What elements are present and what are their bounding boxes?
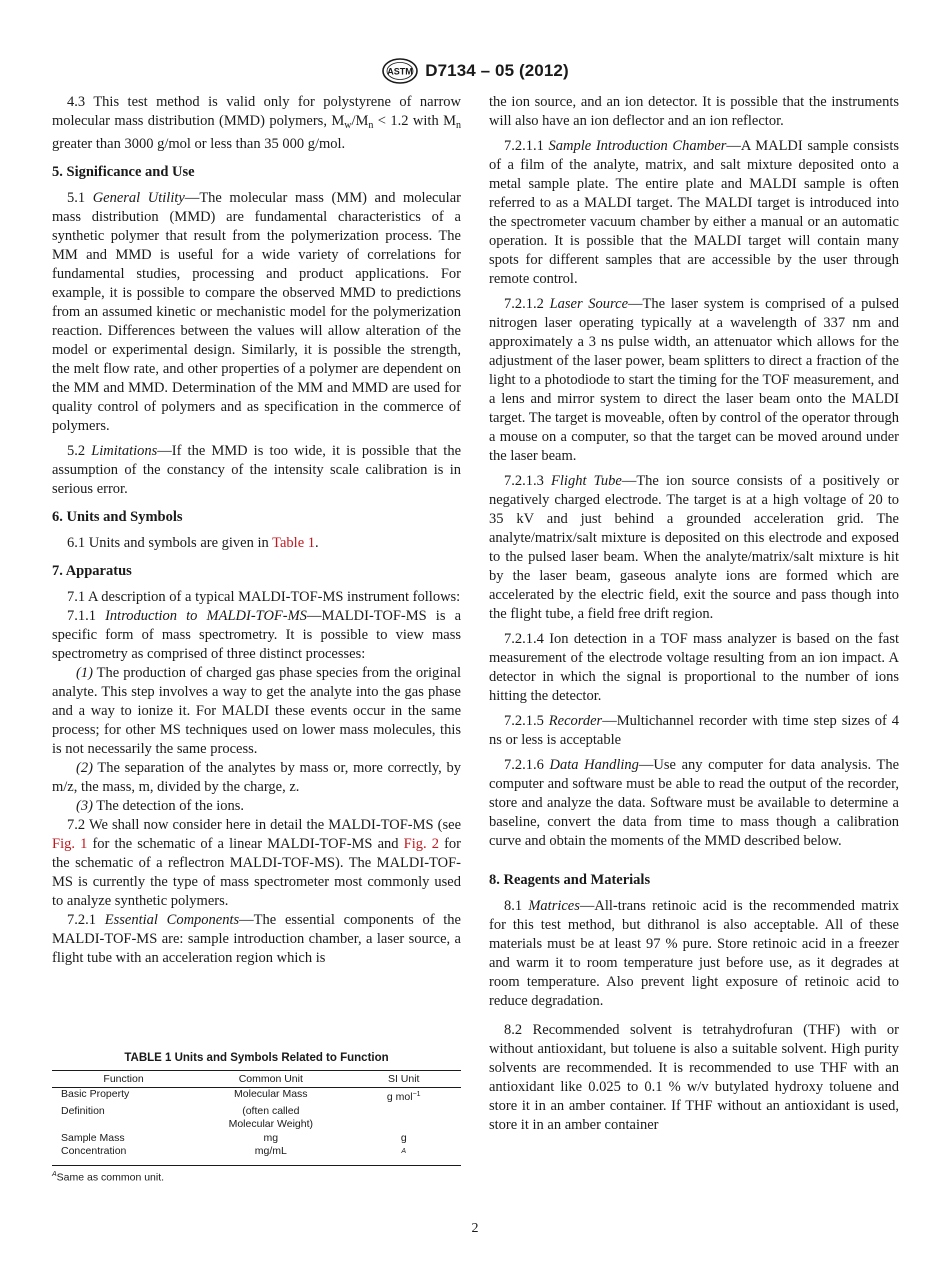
document-id: D7134 – 05 (2012) bbox=[425, 61, 569, 80]
table-cell: Sample Mass bbox=[61, 1131, 125, 1144]
table-1-link[interactable]: Table 1 bbox=[272, 535, 316, 551]
paragraph-8-1: 8.1 Matrices—All-trans retinoic acid is the recommended matrix for this test method, but dithranol is also acceptable. All of these materials must be at least 97 % pure. Store retinoic acid in a freezer and warm it to room temperature just before use, as it degrades at room temperature. Also prevent light exposure of retinoic acid to reduce degradation. bbox=[489, 898, 900, 1009]
list-item-1: (1) The production of charged gas phase species from the original analyte. This step involves a way to get the analyte into the gas phase and a way to ionize it. For MALDI these events occur in the same process; for other MS techniques used on lower mass molecules, this is not necessarily the same process. bbox=[52, 665, 461, 757]
paragraph-7-2-1-2: 7.2.1.2 Laser Source—The laser system is comprised of a pulsed nitrogen laser operating typically at a wavelength of 337 nm and approximately a 3 ns pulse width, an attenuator which allows for the adjustment of the laser power, beam splitters to direct a fraction of the light to a photodiode to start the timing for the TOF measurement, and a lens and mirror system to direct the laser beam onto the MALDI target. The target is moveable, often by control of the operator through a mouse on a computer, so that the target can be moved around under the laser beam. bbox=[489, 296, 900, 464]
paragraph-7-1-1: 7.1.1 Introduction to MALDI-TOF-MS—MALDI-TOF-MS is a specific form of mass spectrometry. It is possible to view mass spectrometry as comprised of three distinct processes: bbox=[52, 608, 461, 662]
table-header-cell: Function bbox=[52, 1071, 195, 1088]
table-row bbox=[52, 1105, 461, 1119]
table-row bbox=[52, 1132, 461, 1146]
table-title: TABLE 1 Units and Symbols Related to Function bbox=[124, 1052, 389, 1064]
table-cell: Basic Property bbox=[61, 1088, 130, 1100]
table-cell: Molecular Mass bbox=[234, 1088, 308, 1100]
fig-2-link[interactable]: Fig. 2 bbox=[403, 836, 439, 852]
paragraph-7-2-1-6: 7.2.1.6 Data Handling—Use any computer for data analysis. The computer and software must be able to read the output of the recorder, store and analyze the data. Software must be available to determine a baseline, convert the data from time to mass though a calibration curve and obtain the moments of the MMD described below. bbox=[489, 757, 900, 849]
section-8-heading: 8. Reagents and Materials bbox=[489, 872, 651, 888]
paragraph-4-3: 4.3 This test method is valid only for polystyrene of narrow molecular mass distribution (MMD) polymers, $M_w/M_n < 1.2$ with $M_n$ greater than 3000 g/mol or less than 35 000 g/mol. bbox=[52, 94, 461, 152]
paragraph-6-1: 6.1 Units and symbols are given in Table 1. bbox=[67, 535, 319, 551]
section-5-heading: 5. Significance and Use bbox=[52, 164, 195, 180]
table-cell: g mol$^{-1}$ bbox=[386, 1091, 421, 1103]
section-6-heading: 6. Units and Symbols bbox=[52, 509, 183, 525]
page-number: 2 bbox=[471, 1221, 479, 1236]
table-cell bbox=[52, 1118, 195, 1132]
table-cell: g bbox=[400, 1131, 407, 1144]
logo-text: ASTM bbox=[387, 66, 413, 77]
paragraph-7-2: 7.2 We shall now consider here in detail the MALDI-TOF-MS (see Fig. 1 for the schematic of a linear MALDI-TOF-MS and Fig. 2 for the schematic of a reflectron MALDI-TOF-MS). The MALDI-TOF-MS is currently the type of mass spectrometer most commonly used to analyze synthetic polymers. bbox=[52, 817, 461, 909]
table-footnote: $^A$Same as common unit. bbox=[52, 1170, 165, 1184]
table-cell: mg/mL bbox=[195, 1145, 346, 1165]
paragraph-5-1: 5.1 General Utility—The molecular mass (MM) and molecular mass distribution (MMD) are fundamental characteristics of a synthetic polymer that result from the polymerization process. The MM and MMD is useful for a wide variety of correlations for fundamental studies, processing and product applications. For example, it is possible to compare the observed MMD to predictions from an assumed kinetic or mechanistic model for the polymerization reaction. Differences between the values will allow alteration of the model or experimental design. Similarly, it is possible the strength, the melt flow rate, and other properties of a polymer are dependent on the MM and MMD. Determination of the MM and MMD are used for quality control of polymers and as specification in the commerce of polymers. bbox=[52, 190, 461, 434]
table-row bbox=[52, 1088, 461, 1105]
right-column bbox=[489, 93, 899, 1135]
table-cell: Concentration bbox=[52, 1145, 195, 1165]
paragraph-8-2: 8.2 Recommended solvent is tetrahydrofuran (THF) with or without antioxidant, but toluene is also a suitable solvent. High purity solvents are recommended. It is recommended to use THF with an antioxidant like 0.025 to 0.1 % w/v butylated hydroxy toluene and store it in an amber container. If THF without an antioxidant is used, store it in an amber container bbox=[489, 1022, 899, 1133]
astm-logo-icon bbox=[381, 58, 419, 84]
units-table bbox=[52, 1070, 461, 1166]
paragraph-7-2-1-3: 7.2.1.3 Flight Tube—The ion source consists of a positively or negatively charged electrode. The target is at a high voltage of 20 to 35 kV and just behind a grounded acceleration grid. The analyte/matrix/salt mixture is deposited on this electrode and exposed to the pulsed laser beam. When the analyte/matrix/salt mixture is hit by the laser beam, gaseous analyte ions are formed which are accelerated by the electric field, exit the source and pass though into the flight tube, a field free drift region. bbox=[489, 473, 899, 622]
list-item-3: (3) The detection of the ions. bbox=[76, 798, 245, 814]
table-header-cell: SI Unit bbox=[346, 1071, 461, 1088]
section-7-heading: 7. Apparatus bbox=[52, 563, 132, 579]
table-header-row bbox=[52, 1071, 461, 1088]
table-row bbox=[52, 1118, 461, 1132]
table-cell: Molecular Weight) bbox=[228, 1118, 314, 1131]
table-cell: Definition bbox=[61, 1104, 105, 1117]
table-cell: A bbox=[346, 1145, 461, 1165]
list-item-2: (2) The separation of the analytes by mass or, more correctly, by m/z, the mass, m, divided by the charge, z. bbox=[52, 760, 461, 795]
table-cell: (often called bbox=[242, 1104, 300, 1117]
table-header-cell: Common Unit bbox=[195, 1071, 346, 1088]
paragraph-continuation: the ion source, and an ion detector. It is possible that the instruments will also have an ion deflector and an ion reflector. bbox=[489, 94, 899, 129]
table-row bbox=[52, 1145, 461, 1165]
paragraph-7-2-1-1: 7.2.1.1 Sample Introduction Chamber—A MALDI sample consists of a film of the analyte, matrix, and salt mixture deposited onto a metal sample plate. The entire plate and MALDI sample is often referred to as a MALDI target. The MALDI target is introduced into the spectrometer vacuum chamber by either a manual or an automatic operation. It is possible that the MALDI target will contain many spots for different samples that are accessible by the user through remote control. bbox=[489, 138, 899, 287]
page-header bbox=[0, 57, 950, 85]
paragraph-7-1: 7.1 A description of a typical MALDI-TOF-MS instrument follows: bbox=[67, 589, 461, 605]
fig-1-link[interactable]: Fig. 1 bbox=[52, 836, 88, 852]
table-cell bbox=[346, 1118, 461, 1132]
paragraph-5-2: 5.2 Limitations—If the MMD is too wide, it is possible that the assumption of the constancy of the intensity scale calibration is in serious error. bbox=[52, 443, 462, 497]
table-cell: mg bbox=[263, 1131, 279, 1144]
paragraph-7-2-1-5: 7.2.1.5 Recorder—Multichannel recorder with time step sizes of 4 ns or less is acceptable bbox=[489, 713, 900, 748]
table-cell bbox=[346, 1105, 461, 1119]
left-column bbox=[52, 93, 461, 968]
paragraph-7-2-1: 7.2.1 Essential Components—The essential components of the MALDI-TOF-MS are: sample introduction chamber, a laser source, a flight tube with an acceleration region which is bbox=[52, 912, 461, 966]
paragraph-7-2-1-4: 7.2.1.4 Ion detection in a TOF mass analyzer is based on the fast measurement of the electrode voltage resulting from an ion impact. A detector in which the signal is proportional to the number of ions hitting the detector. bbox=[489, 631, 899, 704]
table-1 bbox=[52, 1052, 461, 1183]
